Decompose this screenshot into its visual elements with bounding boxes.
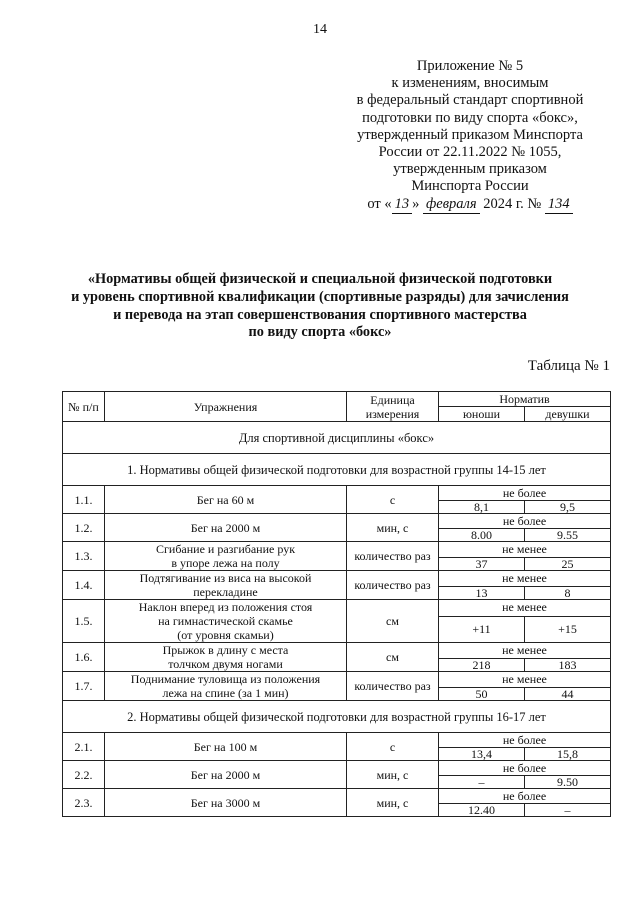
exercise-cell — [105, 733, 347, 761]
header-row — [63, 392, 611, 407]
exercise-line: на гимнастической скамье — [158, 614, 293, 628]
section-title: 1. Нормативы общей физической подготовки для возрастной группы 14-15 лет — [63, 454, 611, 486]
exercise-cell — [105, 600, 347, 643]
row-number: 1.2. — [63, 514, 105, 542]
appendix-line: в федеральный стандарт спортивной — [356, 92, 584, 109]
exercise-cell — [105, 486, 347, 514]
norm-condition: не менее — [439, 672, 611, 688]
exercise-line: в упоре лежа на полу — [171, 556, 280, 570]
order-number: 134 — [545, 196, 573, 214]
value-girls: 25 — [525, 557, 611, 570]
row-number: 2.1. — [63, 733, 105, 761]
exercise-cell — [105, 789, 347, 817]
value-boys: +11 — [439, 616, 525, 642]
norm-condition: не менее — [439, 542, 611, 558]
value-girls: – — [525, 804, 611, 817]
exercise-line: лежа на спине (за 1 мин) — [162, 686, 289, 700]
section-row — [63, 701, 611, 733]
norm-condition: не менее — [439, 643, 611, 659]
date-day: 13 — [392, 196, 413, 214]
value-girls: 183 — [525, 658, 611, 671]
table-row — [63, 571, 611, 587]
exercise-line: Бег на 100 м — [193, 739, 258, 754]
row-number: 1.5. — [63, 600, 105, 643]
date-prefix: от « — [367, 195, 392, 212]
document-title — [40, 271, 600, 342]
row-number: 1.4. — [63, 571, 105, 600]
section-title: 2. Нормативы общей физической подготовки для возрастной группы 16-17 лет — [63, 701, 611, 733]
header-unit: Единица измерения — [347, 392, 439, 422]
unit-cell: с — [347, 733, 439, 761]
norm-condition: не более — [439, 733, 611, 748]
table-row — [63, 761, 611, 776]
appendix-line: Минспорта России — [411, 178, 529, 195]
appendix-block — [330, 58, 610, 214]
appendix-line: утвержденный приказом Минспорта — [357, 126, 583, 143]
title-line: и перевода на этап совершенствования спортивного мастерства — [113, 306, 527, 323]
exercise-line: Бег на 3000 м — [190, 795, 261, 810]
title-line: и уровень спортивной квалификации (спортивные разряды) для зачисления — [71, 288, 569, 305]
exercise-line: Прыжок в длину с места — [162, 643, 289, 657]
table-row — [63, 643, 611, 659]
section-row — [63, 454, 611, 486]
date-month: февраля — [423, 196, 480, 214]
page-number: 14 — [313, 22, 327, 37]
discipline-row — [63, 422, 611, 454]
order-date-line — [330, 196, 610, 214]
table-row — [63, 672, 611, 688]
appendix-line: России от 22.11.2022 № 1055, — [378, 144, 562, 161]
row-number: 1.3. — [63, 542, 105, 571]
exercise-cell — [105, 672, 347, 701]
norm-condition: не менее — [439, 600, 611, 617]
unit-cell: количество раз — [347, 672, 439, 701]
exercise-cell — [105, 514, 347, 542]
value-girls: 9.55 — [525, 529, 611, 542]
appendix-line: подготовки по виду спорта «бокс», — [362, 109, 578, 126]
norm-condition: не более — [439, 789, 611, 804]
unit-cell: с — [347, 486, 439, 514]
row-number: 2.2. — [63, 761, 105, 789]
exercise-cell — [105, 542, 347, 571]
value-girls: 9.50 — [525, 776, 611, 789]
table-label: Таблица № 1 — [527, 358, 610, 374]
value-boys: 8,1 — [439, 501, 525, 514]
header-num: № п/п — [63, 392, 105, 422]
header-boys: юноши — [439, 407, 525, 422]
table-row — [63, 542, 611, 558]
header-exercise: Упражнения — [105, 392, 347, 422]
exercise-line: толчком двумя ногами — [168, 657, 283, 671]
unit-cell: см — [347, 643, 439, 672]
exercise-line: Наклон вперед из положения стоя — [138, 600, 313, 614]
exercise-cell — [105, 643, 347, 672]
value-boys: 8.00 — [439, 529, 525, 542]
appendix-line: утвержденным приказом — [393, 161, 547, 178]
unit-cell: мин, с — [347, 761, 439, 789]
exercise-line: Бег на 2000 м — [190, 767, 261, 782]
exercise-line: Сгибание и разгибание рук — [155, 542, 296, 556]
exercise-line: Бег на 2000 м — [190, 520, 261, 535]
norm-condition: не более — [439, 761, 611, 776]
exercise-line: (от уровня скамьи) — [177, 628, 274, 642]
value-girls: 44 — [525, 687, 611, 700]
row-number: 2.3. — [63, 789, 105, 817]
table-row — [63, 733, 611, 748]
table-row — [63, 514, 611, 529]
exercise-line: Бег на 60 м — [196, 492, 255, 507]
value-boys: 13 — [439, 586, 525, 599]
value-boys: 13,4 — [439, 748, 525, 761]
unit-cell: количество раз — [347, 542, 439, 571]
row-number: 1.6. — [63, 643, 105, 672]
unit-cell: количество раз — [347, 571, 439, 600]
unit-cell: см — [347, 600, 439, 643]
appendix-line: Приложение № 5 — [416, 58, 524, 74]
value-girls: 9,5 — [525, 501, 611, 514]
value-boys: 218 — [439, 658, 525, 671]
appendix-line: к изменениям, вносимым — [391, 75, 549, 92]
row-number: 1.7. — [63, 672, 105, 701]
value-boys: 50 — [439, 687, 525, 700]
value-girls: 8 — [525, 586, 611, 599]
unit-cell: мин, с — [347, 789, 439, 817]
row-number: 1.1. — [63, 486, 105, 514]
date-mid: » — [412, 195, 420, 212]
date-year: 2024 г. № — [483, 195, 542, 212]
header-girls: девушки — [525, 407, 611, 422]
table-row — [63, 600, 611, 617]
title-line: по виду спорта «бокс» — [248, 324, 392, 341]
norm-condition: не более — [439, 486, 611, 501]
value-boys: 12.40 — [439, 804, 525, 817]
discipline-title: Для спортивной дисциплины «бокс» — [63, 422, 611, 454]
norms-table — [62, 391, 611, 817]
exercise-line: Поднимание туловища из положения — [130, 672, 321, 686]
value-boys: 37 — [439, 557, 525, 570]
value-girls: 15,8 — [525, 748, 611, 761]
exercise-line: Подтягивание из виса на высокой — [139, 571, 312, 585]
norm-condition: не более — [439, 514, 611, 529]
table-row — [63, 486, 611, 501]
unit-cell: мин, с — [347, 514, 439, 542]
exercise-cell — [105, 761, 347, 789]
norm-condition: не менее — [439, 571, 611, 587]
value-boys: – — [439, 776, 525, 789]
value-girls: +15 — [525, 616, 611, 642]
table-row — [63, 789, 611, 804]
exercise-line: перекладине — [193, 585, 258, 599]
exercise-cell — [105, 571, 347, 600]
title-line: «Нормативы общей физической и специальной физической подготовки — [87, 271, 553, 287]
header-norm: Норматив — [439, 392, 611, 407]
